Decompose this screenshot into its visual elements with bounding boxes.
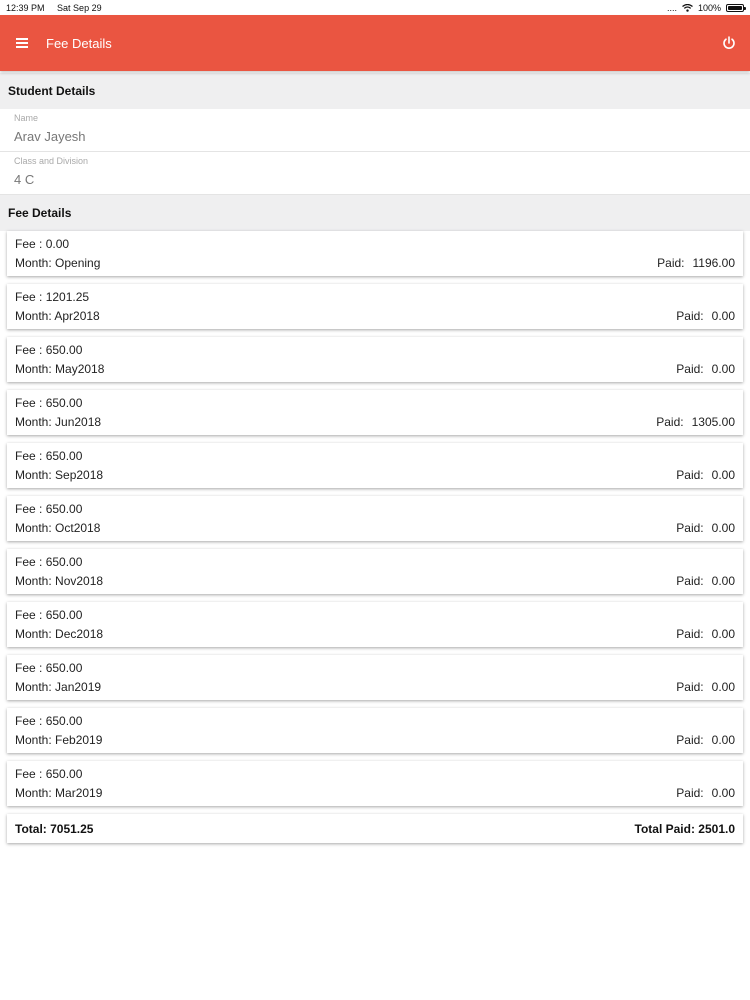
fee-row — [15, 521, 735, 535]
fee-card — [7, 337, 743, 382]
fee-month: Month: Apr2018 — [15, 309, 100, 323]
fee-row — [15, 733, 735, 747]
fee-paid: Paid: 0.00 — [676, 468, 735, 482]
fee-row — [15, 574, 735, 588]
battery-icon — [726, 4, 744, 12]
fee-amount: Fee : 0.00 — [15, 237, 70, 251]
name-value: Arav Jayesh — [14, 129, 86, 144]
app-bar — [0, 15, 750, 71]
total-card — [7, 814, 743, 843]
fee-card — [7, 390, 743, 435]
page-title: Fee Details — [46, 35, 112, 51]
fee-card — [7, 284, 743, 329]
fee-paid: Paid: 0.00 — [676, 680, 735, 694]
student-details-header: Student Details — [0, 73, 750, 109]
total-fee: Total: 7051.25 — [15, 821, 94, 836]
fee-month: Month: Jan2019 — [15, 680, 102, 694]
fee-amount: Fee : 650.00 — [15, 714, 83, 728]
status-time: 12:39 PM — [6, 2, 45, 13]
status-date: Sat Sep 29 — [57, 2, 102, 13]
name-label: Name — [14, 113, 39, 123]
class-division-value: 4 C — [14, 172, 35, 187]
fee-row — [15, 309, 735, 323]
fee-amount: Fee : 650.00 — [15, 555, 83, 569]
fee-card — [7, 231, 743, 276]
fee-month: Month: Feb2019 — [15, 733, 103, 747]
class-division-label: Class and Division — [14, 156, 89, 166]
status-bar — [0, 0, 750, 15]
status-right — [667, 3, 744, 13]
fee-month: Month: Sep2018 — [15, 468, 104, 482]
fee-paid: Paid: 1305.00 — [656, 415, 735, 429]
fee-card — [7, 549, 743, 594]
fee-card — [7, 496, 743, 541]
fee-month: Month: May2018 — [15, 362, 105, 376]
fee-card — [7, 602, 743, 647]
fee-row — [15, 415, 735, 429]
fee-amount: Fee : 650.00 — [15, 396, 83, 410]
fee-paid: Paid: 0.00 — [676, 733, 735, 747]
fee-amount: Fee : 650.00 — [15, 767, 83, 781]
fee-list — [0, 231, 750, 843]
fee-row — [15, 627, 735, 641]
fee-month: Month: Mar2019 — [15, 786, 103, 800]
fee-month: Month: Dec2018 — [15, 627, 104, 641]
fee-amount: Fee : 650.00 — [15, 449, 83, 463]
fee-row — [15, 786, 735, 800]
menu-icon[interactable] — [16, 37, 28, 49]
fee-row — [15, 680, 735, 694]
fee-month: Month: Nov2018 — [15, 574, 104, 588]
fee-card — [7, 708, 743, 753]
fee-details-header: Fee Details — [0, 195, 750, 231]
fee-card — [7, 443, 743, 488]
fee-amount: Fee : 650.00 — [15, 502, 83, 516]
fee-paid: Paid: 0.00 — [676, 574, 735, 588]
fee-amount: Fee : 650.00 — [15, 608, 83, 622]
fee-paid: Paid: 1196.00 — [657, 256, 735, 270]
fee-paid: Paid: 0.00 — [676, 627, 735, 641]
fee-card — [7, 655, 743, 700]
fee-month: Month: Jun2018 — [15, 415, 102, 429]
battery-percent: 100% — [697, 2, 721, 13]
fee-paid: Paid: 0.00 — [676, 786, 735, 800]
fee-paid: Paid: 0.00 — [676, 521, 735, 535]
fee-month: Month: Oct2018 — [15, 521, 101, 535]
fee-card — [7, 761, 743, 806]
total-paid: Total Paid: 2501.0 — [634, 821, 735, 836]
name-field — [0, 109, 750, 152]
fee-amount: Fee : 650.00 — [15, 343, 83, 357]
fee-row — [15, 256, 735, 270]
status-left — [6, 3, 112, 13]
fee-month: Month: Opening — [15, 256, 101, 270]
fee-row — [15, 362, 735, 376]
class-division-field — [0, 152, 750, 195]
fee-paid: Paid: 0.00 — [676, 309, 735, 323]
cellular-icon: .... — [666, 2, 677, 13]
fee-amount: Fee : 1201.25 — [15, 290, 90, 304]
fee-row — [15, 468, 735, 482]
wifi-icon — [682, 4, 693, 12]
fee-paid: Paid: 0.00 — [676, 362, 735, 376]
power-icon[interactable] — [722, 36, 736, 50]
fee-amount: Fee : 650.00 — [15, 661, 83, 675]
